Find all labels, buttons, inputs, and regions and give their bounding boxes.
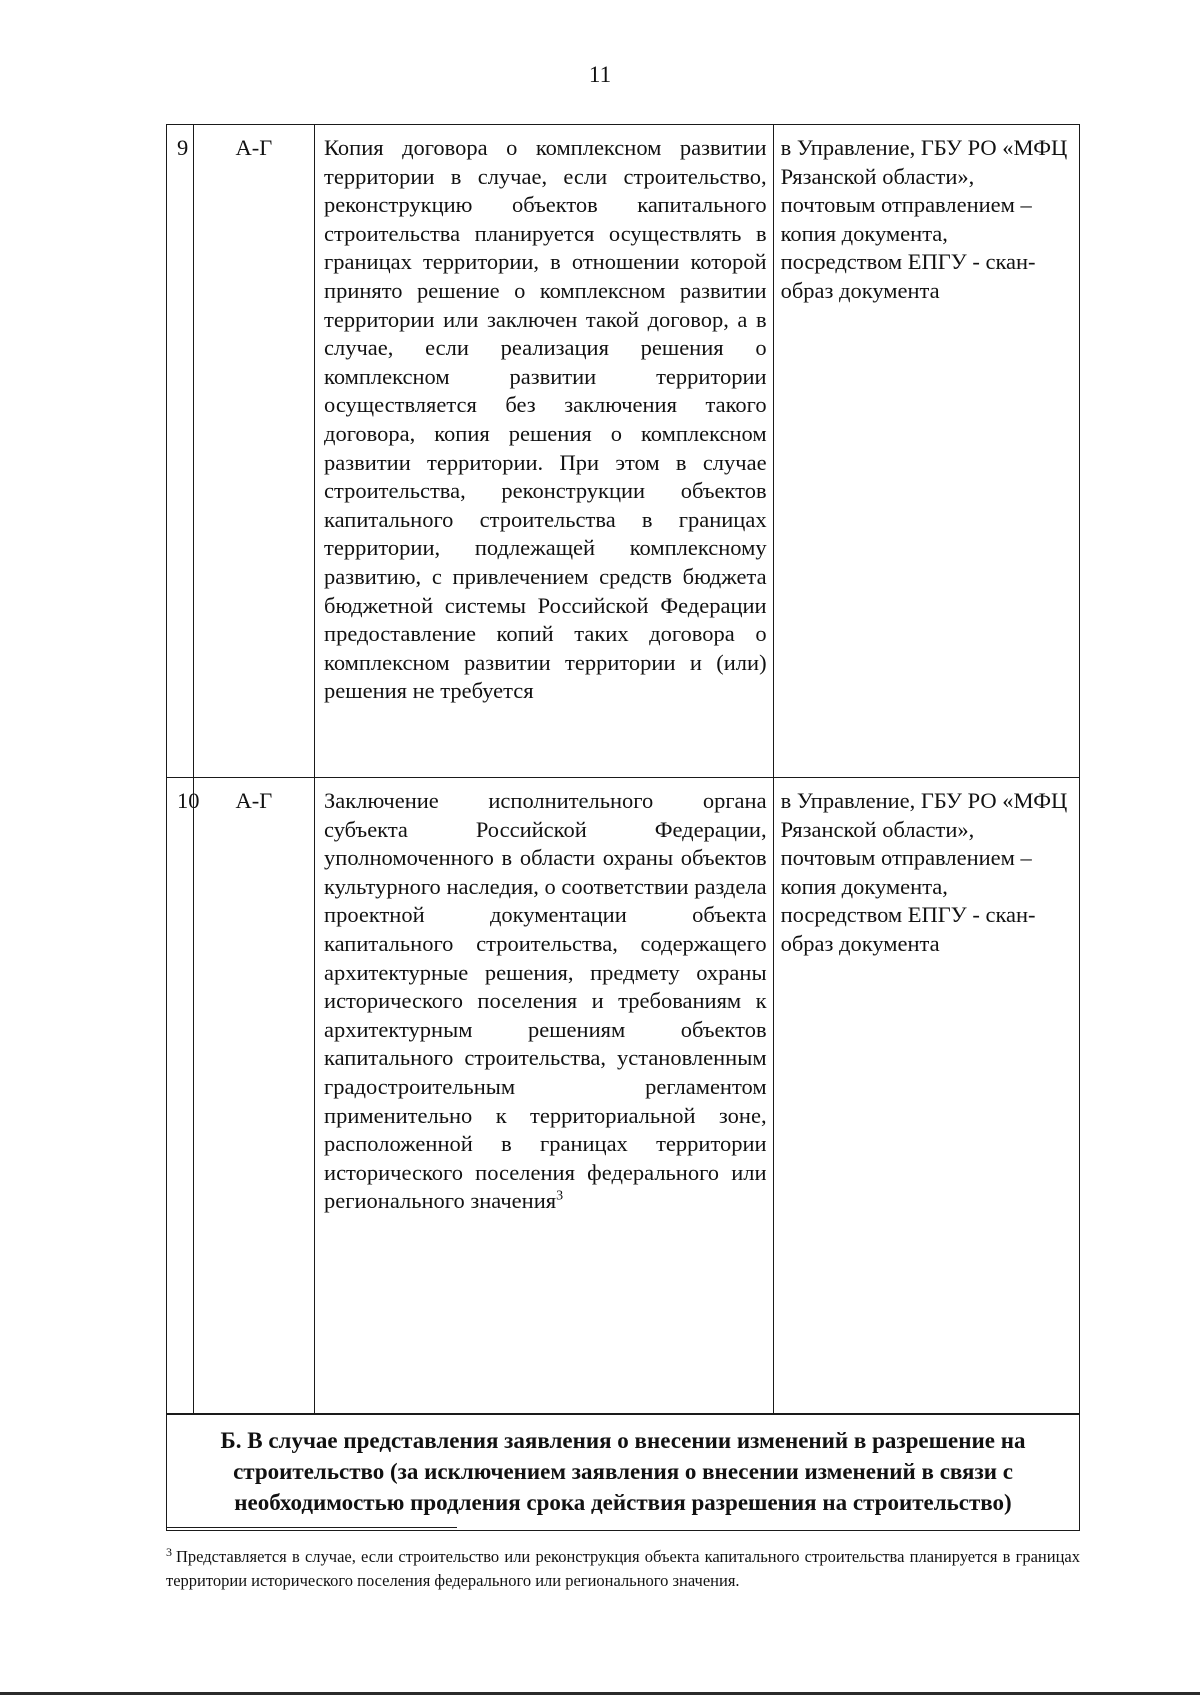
- footnote-mark: 3: [166, 1544, 172, 1559]
- document-description: Заключение исполнительного органа субъекта Российской Федерации, уполномоченного в области охраны объектов культурного наследия, о соответствии раздела проектной документации объекта капитального строительства, содержащего архитектурные решения, предмету охраны исторического поселения и требованиям к архитектурным решениям объектов капитального строительства, установленным градостроительным регламентом применительно к территориальной зоне, расположенной в границах территории исторического поселения федерального или регионального значения: [324, 788, 767, 1214]
- submission-method: в Управление, ГБУ РО «МФЦ Рязанской области», почтовым отправлением – копия документа, посредством ЕПГУ - скан-образ документа: [773, 125, 1079, 778]
- document-description-cell: [315, 778, 774, 1415]
- applicant-category: А-Г: [193, 778, 314, 1415]
- page-number: 11: [588, 62, 612, 87]
- applicant-category: А-Г: [193, 125, 314, 778]
- row-number: 9: [167, 125, 194, 778]
- submission-method: в Управление, ГБУ РО «МФЦ Рязанской области», почтовым отправлением – копия документа, посредством ЕПГУ - скан-образ документа: [773, 778, 1079, 1415]
- documents-table: [166, 124, 1080, 1531]
- row-number: 10: [167, 778, 194, 1415]
- document-description: Копия договора о комплексном развитии территории в случае, если строительство, реконструкцию объектов капитального строительства планируется осуществлять в границах территории, в отношении которой принято решение о комплексном развитии территории или заключен такой договор, а в случае, если реализация решения о комплексном развитии территории осуществляется без заключения такого договора, копия решения о комплексном развитии территории. При этом в случае строительства, реконструкции объектов капитального строительства в границах территории, подлежащей комплексному развитию, с привлечением средств бюджета бюджетной системы Российской Федерации предоставление копий таких договора о комплексном развитии территории и (или) решения не требуется: [315, 125, 774, 778]
- section-row: [167, 1414, 1080, 1531]
- scan-bottom-edge: [0, 1692, 1200, 1695]
- footnote-divider: [166, 1527, 457, 1528]
- section-b-heading: Б. В случае представления заявления о внесении изменений в разрешение на строительство (за исключением заявления о внесении изменений в связи с необходимостью продления срока действия разрешения на строительство): [167, 1414, 1080, 1531]
- footnote: [166, 1545, 1080, 1593]
- footnote-text: Представляется в случае, если строительство или реконструкция объекта капитального строительства планируется в границах территории исторического поселения федерального или регионального значения.: [166, 1547, 1080, 1590]
- footnote-reference[interactable]: 3: [556, 1188, 564, 1204]
- table-row: [167, 125, 1080, 778]
- table-row: [167, 778, 1080, 1415]
